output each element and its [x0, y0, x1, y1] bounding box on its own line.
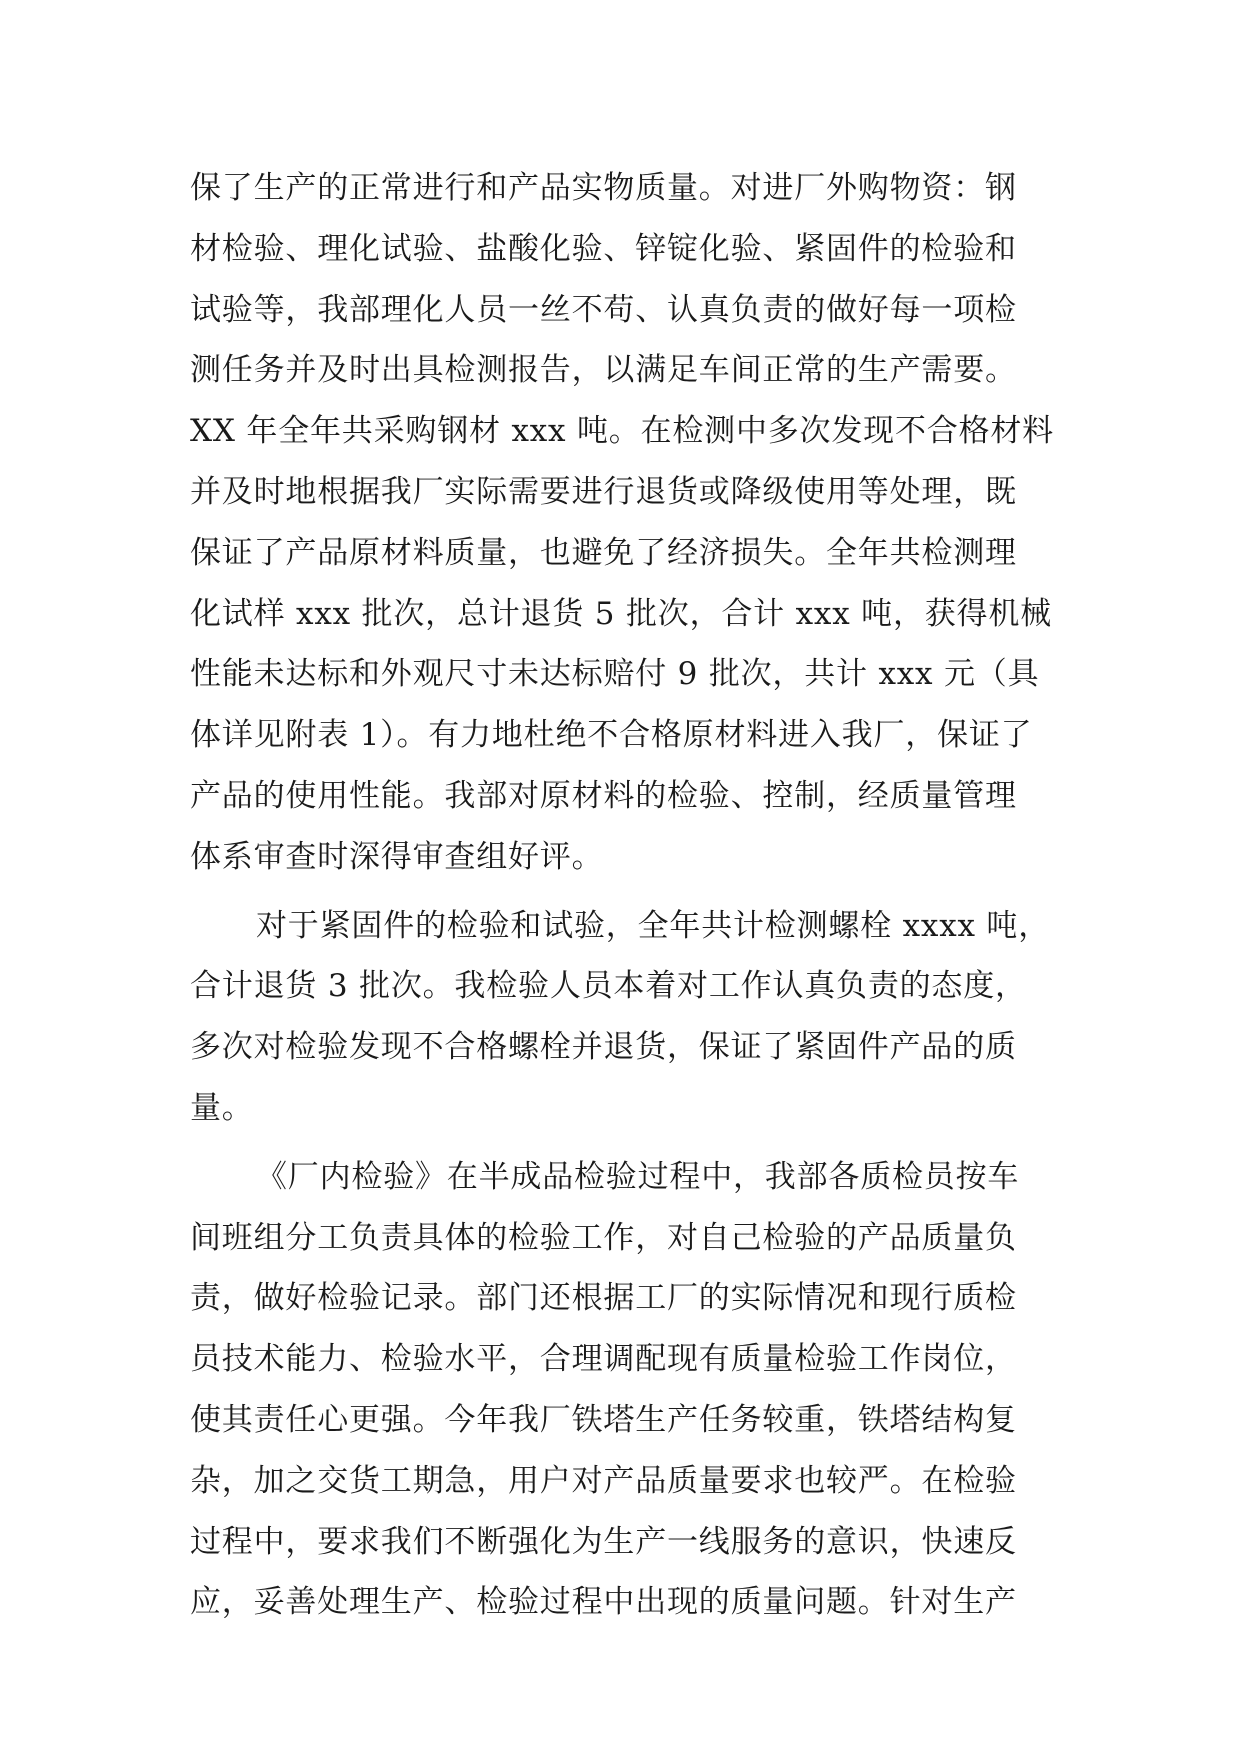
- text-line: 保了生产的正常进行和产品实物质量。对进厂外购物资：钢: [190, 170, 1017, 206]
- text-line: 试验等，我部理化人员一丝不苟、认真负责的做好每一项检: [190, 291, 1017, 328]
- text-line: 员技术能力、检验水平，合理调配现有质量检验工作岗位，: [190, 1341, 1017, 1378]
- paragraph-gap: [190, 888, 1070, 896]
- text-line: 责，做好检验记录。部门还根据工厂的实际情况和现行质检: [190, 1280, 1017, 1317]
- text-line: 间班组分工负责具体的检验工作，对自己检验的产品质量负: [190, 1219, 1017, 1256]
- document-body: [190, 158, 1070, 1633]
- text-line: 对于紧固件的检验和试验，全年共计检测螺栓 xxxx 吨，: [256, 907, 1051, 944]
- text-line: 产品的使用性能。我部对原材料的检验、控制，经质量管理: [190, 777, 1017, 814]
- text-line: 杂，加之交货工期急，用户对产品质量要求也较严。在检验: [190, 1462, 1017, 1499]
- text-line: 化试样 xxx 批次，总计退货 5 批次，合计 xxx 吨，获得机械: [190, 595, 1052, 632]
- text-line: 体系审查时深得审查组好评。: [190, 838, 604, 875]
- text-line: 保证了产品原材料质量，也避免了经济损失。全年共检测理: [190, 534, 1017, 571]
- paragraph-2: [190, 896, 1070, 1139]
- text-line: 量。: [190, 1089, 254, 1126]
- paragraph-3: [190, 1147, 1070, 1633]
- text-line: 多次对检验发现不合格螺栓并退货，保证了紧固件产品的质: [190, 1029, 1017, 1066]
- text-line: 《厂内检验》在半成品检验过程中，我部各质检员按车: [256, 1158, 1020, 1195]
- text-line: 性能未达标和外观尺寸未达标赔付 9 批次，共计 xxx 元（具: [190, 656, 1040, 693]
- paragraph-1: [190, 158, 1070, 888]
- text-line: 使其责任心更强。今年我厂铁塔生产任务较重，铁塔结构复: [190, 1401, 1017, 1438]
- text-line: 应，妥善处理生产、检验过程中出现的质量问题。针对生产: [190, 1584, 1017, 1621]
- text-line: 并及时地根据我厂实际需要进行退货或降级使用等处理，既: [190, 473, 1017, 510]
- text-line: 测任务并及时出具检测报告，以满足车间正常的生产需要。: [190, 352, 1017, 389]
- text-line: 体详见附表 1）。有力地杜绝不合格原材料进入我厂，保证了: [190, 717, 1033, 754]
- paragraph-gap: [190, 1139, 1070, 1147]
- text-line: 材检验、理化试验、盐酸化验、锌锭化验、紧固件的检验和: [190, 230, 1017, 267]
- text-line: XX 年全年共采购钢材 xxx 吨。在检测中多次发现不合格材料: [190, 413, 1054, 450]
- text-line: 过程中，要求我们不断强化为生产一线服务的意识，快速反: [190, 1523, 1017, 1560]
- text-line: 合计退货 3 批次。我检验人员本着对工作认真负责的态度，: [190, 968, 1027, 1005]
